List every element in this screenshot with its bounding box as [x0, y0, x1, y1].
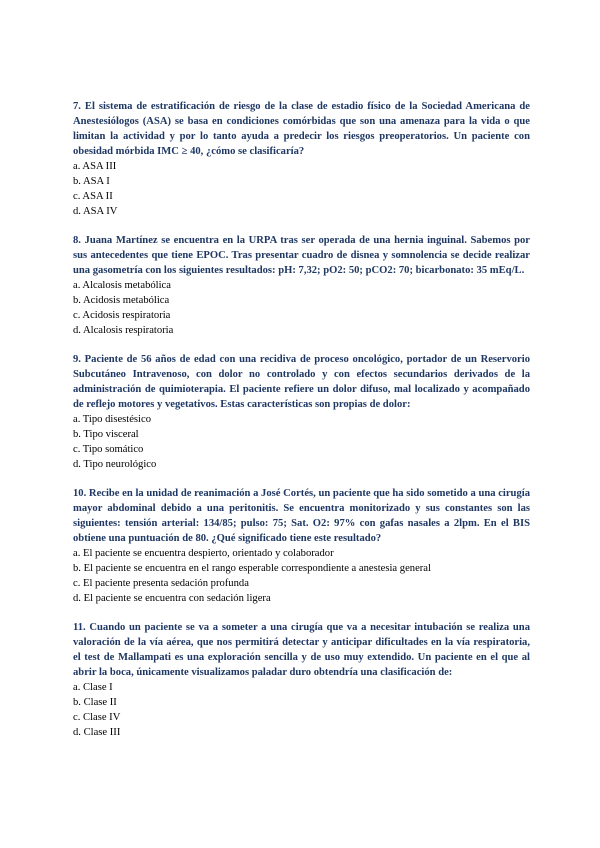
option-c: c. Acidosis respiratoria [73, 310, 171, 321]
option-c: c. Tipo somático [73, 444, 144, 455]
option-a: a. El paciente se encuentra despierto, orientado y colaborador [73, 548, 334, 559]
option-b: b. Clase II [73, 697, 117, 708]
question-7 [73, 99, 530, 219]
option-d: d. Tipo neurológico [73, 459, 157, 470]
answer-options [73, 546, 530, 606]
question-text: 11. Cuando un paciente se va a someter a una cirugía que va a necesitar intubación se realiza una valoración de la vía aérea, que nos permitirá detectar y anticipar dificultades en la vía respiratoria, el test de Mallampati es una exploración sencilla y de uso muy extendido. Un paciente en el que al abrir la boca, únicamente visualizamos paladar duro obtendría una clasificación de: [73, 622, 530, 678]
question-9 [73, 352, 530, 472]
question-text: 9. Paciente de 56 años de edad con una recidiva de proceso oncológico, portador de un Reservorio Subcutáneo Intravenoso, con dolor no controlado y con efectos secundarios derivados de la administración de quimioterapia. El paciente refiere un dolor difuso, mal localizado y acompañado de reflejo motores y vegetativos. Estas características son propias de dolor: [73, 354, 530, 410]
question-text: 10. Recibe en la unidad de reanimación a José Cortés, un paciente que ha sido sometido a una cirugía mayor abdominal debido a una peritonitis. Se encuentra monitorizado y sus constantes son las siguientes: tensión arterial: 134/85; pulso: 75; Sat. O2: 97% con gafas nasales a 2lpm. En el BIS obtiene una puntuación de 80. ¿Qué significado tiene este resultado? [73, 488, 530, 544]
option-c: c. El paciente presenta sedación profunda [73, 578, 249, 589]
question-text: 7. El sistema de estratificación de riesgo de la clase de estadio físico de la Sociedad Americana de Anestesiólogos (ASA) se basa en condiciones comórbidas que son una amenaza para la vida o que limitan la actividad y por lo tanto ayuda a predecir los riesgos preoperatorios. Un paciente con obesidad mórbida IMC ≥ 40, ¿cómo se clasificaría? [73, 101, 530, 157]
option-b: b. El paciente se encuentra en el rango esperable correspondiente a anestesia general [73, 563, 431, 574]
question-10 [73, 486, 530, 606]
answer-options [73, 278, 530, 338]
option-b: b. ASA I [73, 176, 110, 187]
option-b: b. Tipo visceral [73, 429, 139, 440]
answer-options [73, 159, 530, 219]
question-text: 8. Juana Martínez se encuentra en la URPA tras ser operada de una hernia inguinal. Sabemos por sus antecedentes que tiene EPOC. Tras presentar cuadro de disnea y somnolencia se decide realizar una gasometría con los siguientes resultados: pH: 7,32; pO2: 50; pCO2: 70; bicarbonato: 35 mEq/L. [73, 235, 530, 276]
question-11 [73, 620, 530, 740]
option-a: a. Tipo disestésico [73, 414, 151, 425]
option-a: a. ASA III [73, 161, 117, 172]
answer-options [73, 412, 530, 472]
exam-page [73, 99, 530, 754]
option-d: d. Alcalosis respiratoria [73, 325, 174, 336]
option-c: c. ASA II [73, 191, 113, 202]
option-a: a. Clase I [73, 682, 113, 693]
option-d: d. ASA IV [73, 206, 118, 217]
answer-options [73, 680, 530, 740]
option-b: b. Acidosis metabólica [73, 295, 170, 306]
option-a: a. Alcalosis metabólica [73, 280, 171, 291]
option-d: d. Clase III [73, 727, 121, 738]
question-8 [73, 233, 530, 338]
option-c: c. Clase IV [73, 712, 121, 723]
option-d: d. El paciente se encuentra con sedación ligera [73, 593, 271, 604]
